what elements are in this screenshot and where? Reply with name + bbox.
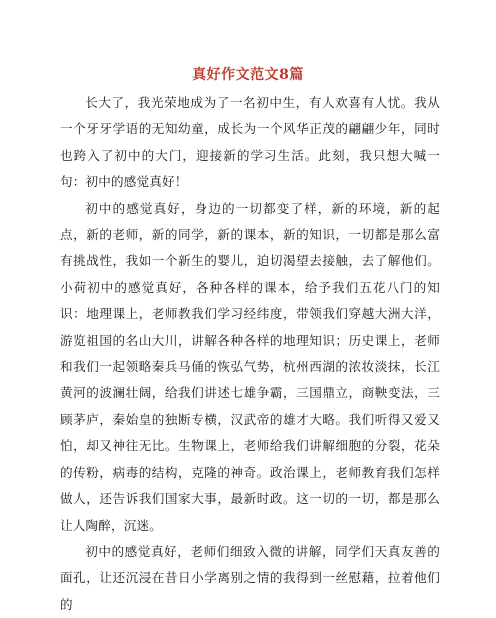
paragraph-2: 初中的感觉真好，身边的一切都变了样，新的环境，新的起点，新的老师，新的同学，新的课本，新的知识，一切都是那么富有挑战性，我如一个新生的婴儿，迫切渴望去接触，去了解他们。小荷初中的感觉真好，各种各样的课本，给予我们五花八门的知识：地理课上，老师教我们学习经纬度，带领我们穿越大洲大洋，游览祖国的名山大川，讲解各种各样的地理知识；历史课上，老师和我们一起领略秦兵马俑的恢弘气势，杭州西湖的浓妆淡抹，长江黄河的波澜壮阔，给我们讲述七雄争霸，三国鼎立，商鞅变法，三顾茅庐，秦始皇的独断专横，汉武帝的雄才大略。我们听得又爱又怕，却又神往无比。生物课上，老师给我们讲解细胞的分裂，花朵的传粉，病毒的结构，克隆的神奇。政治课上，老师教育我们怎样做人，还告诉我们国家大事，最新时政。这一切的一切，都是那么让人陶醉，沉迷。	[60, 200, 440, 533]
paragraph-1: 长大了，我光荣地成为了一名初中生，有人欢喜有人忧。我从一个牙牙学语的无知幼童，成长为一个风华正茂的翩翩少年，同时也跨入了初中的大门，迎接新的学习生活。此刻，我只想大喊一句：初中的感觉真好！	[60, 95, 440, 190]
document-title: 真好作文范文8篇	[192, 67, 304, 83]
document-body	[60, 90, 440, 618]
paragraph-3: 初中的感觉真好，老师们细致入微的讲解，同学们天真友善的面孔，让还沉浸在昔日小学离别之情的我得到一丝慰藉，拉着他们的	[60, 543, 440, 612]
